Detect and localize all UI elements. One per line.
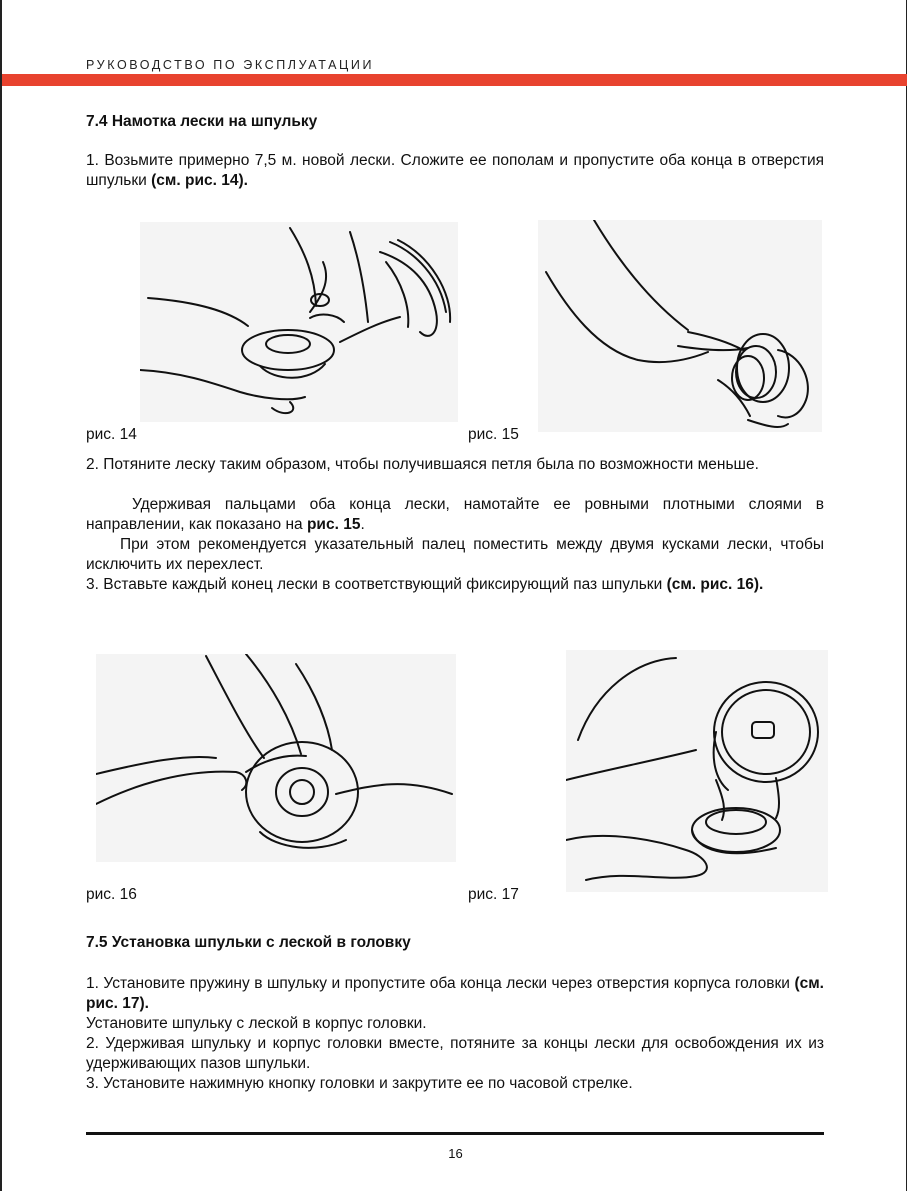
figure-17-caption: рис. 17 <box>468 886 519 903</box>
paragraph-install-spool: Установите шпульку с леской в корпус головки. <box>86 1015 427 1032</box>
figure-17-image <box>566 650 828 892</box>
spool-slot-fixing-illustration <box>96 654 456 862</box>
paragraph-install-step-2: 2. Удерживая шпульку и корпус головки вместе, потяните за концы лески для освобождения их из удерживающих пазов шпульки. <box>86 1035 824 1072</box>
running-header: РУКОВОДСТВО ПО ЭКСПЛУАТАЦИИ <box>86 58 375 72</box>
winding-figure-ref: рис. 15 <box>306 516 361 533</box>
footer-rule <box>86 1132 824 1135</box>
section-heading-7-5: 7.5 Установка шпульки с леской в головку <box>86 934 411 951</box>
page-number: 16 <box>448 1146 463 1161</box>
step-3-text: 3. Вставьте каждый конец лески в соответствующий фиксирующий паз шпульки <box>86 576 667 593</box>
figure-15-image <box>538 220 822 432</box>
figure-14-image <box>140 222 458 422</box>
hand-winding-spool-illustration <box>538 220 822 432</box>
step-3-figure-ref: (см. рис. 16). <box>666 576 764 593</box>
paragraph-step-3 <box>86 575 824 595</box>
head-housing-assembly-illustration <box>566 650 828 892</box>
section-heading-7-4: 7.4 Намотка лески на шпульку <box>86 113 318 130</box>
figure-15-caption: рис. 15 <box>468 426 519 443</box>
paragraph-index-finger: При этом рекомендуется указательный палец поместить между двумя кусками лески, чтобы исключить их перехлест. <box>86 536 824 573</box>
figure-14-caption: рис. 14 <box>86 426 137 443</box>
paragraph-step-2: 2. Потяните леску таким образом, чтобы получившаяся петля была по возможности меньше. <box>86 456 759 473</box>
paragraph-winding <box>86 495 824 535</box>
figure-16-caption: рис. 16 <box>86 886 137 903</box>
figure-16-image <box>96 654 456 862</box>
step-1-figure-ref: (см. рис. 14). <box>151 172 248 189</box>
install-step-1-text: 1. Установите пружину в шпульку и пропустите оба конца лески через отверстия корпуса головки <box>86 975 795 992</box>
winding-period: . <box>360 516 365 533</box>
paragraph-install-step-3: 3. Установите нажимную кнопку головки и закрутите ее по часовой стрелке. <box>86 1075 633 1092</box>
winding-text: Удерживая пальцами оба конца лески, намотайте ее ровными плотными слоями в направлении, как показано на <box>86 496 824 533</box>
install-step-1-figure-ref: (см. рис. 17). <box>86 975 824 1012</box>
paragraph-step-1 <box>86 151 824 191</box>
header-band <box>2 74 907 86</box>
hands-spool-threading-illustration <box>140 222 458 422</box>
paragraph-install-step-1 <box>86 974 824 1014</box>
step-1-text: 1. Возьмите примерно 7,5 м. новой лески. Сложите ее пополам и пропустите оба конца в отверстия шпульки <box>86 152 824 189</box>
